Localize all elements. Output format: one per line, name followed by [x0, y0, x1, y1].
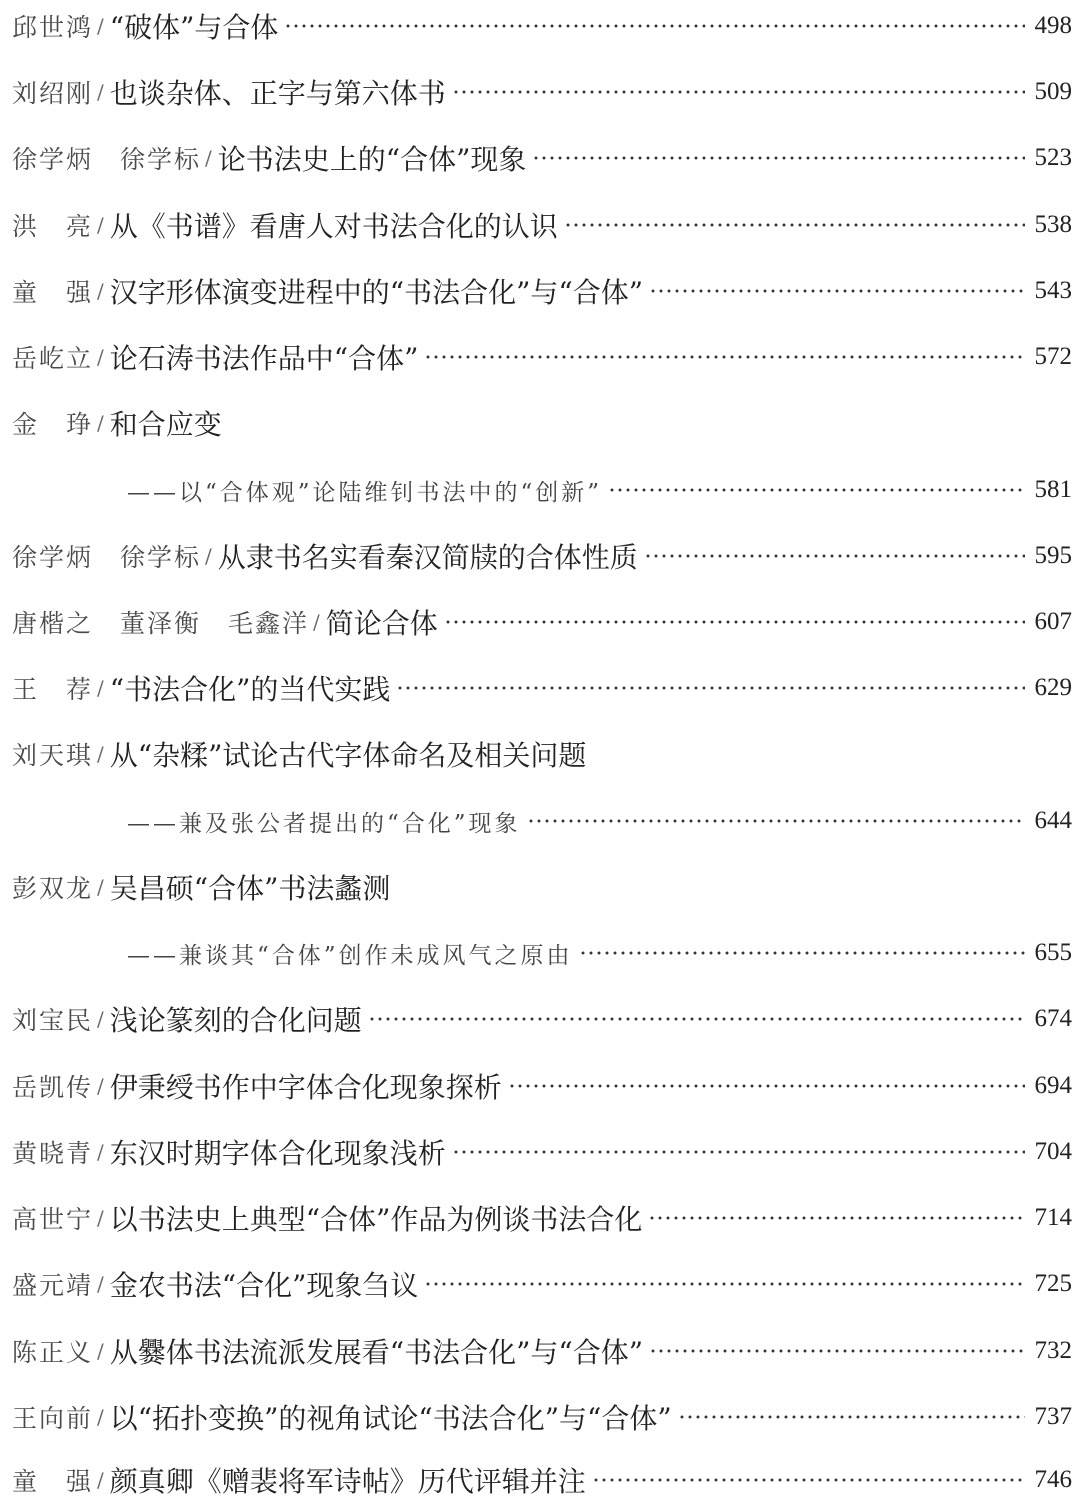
entry-page-number: 694 — [1034, 1072, 1072, 1099]
entry-author: 刘天琪 — [12, 741, 94, 770]
separator-slash: / — [205, 544, 212, 568]
separator-slash: / — [97, 1140, 104, 1164]
entry-author: 童 强 — [12, 1467, 94, 1496]
toc-entry[interactable] — [12, 398, 1072, 448]
dot-leader — [678, 1414, 1025, 1420]
entry-title: “书法合化”的当代实践 — [109, 673, 391, 706]
entry-title: 吴昌硕“合体”书法蠡测 — [109, 872, 391, 905]
toc-subtitle-entry[interactable] — [12, 465, 1072, 515]
entry-title: 金农书法“合化”现象刍议 — [109, 1269, 419, 1302]
dot-leader — [452, 89, 1025, 95]
toc-entry[interactable] — [12, 1127, 1072, 1177]
dot-leader — [608, 487, 1024, 493]
toc-entry[interactable] — [12, 1193, 1072, 1243]
entry-author: 金 琤 — [12, 410, 94, 439]
entry-author: 徐学炳 徐学标 — [12, 543, 202, 572]
entry-author: 王向前 — [12, 1404, 94, 1433]
entry-author: 岳屹立 — [12, 344, 94, 373]
entry-title: 简论合体 — [325, 607, 438, 640]
toc-entry[interactable] — [12, 133, 1072, 183]
dot-leader — [564, 222, 1025, 228]
entry-subtitle: ——兼谈其“合体”创作未成风气之原由 — [127, 942, 573, 969]
entry-page-number: 746 — [1034, 1466, 1072, 1493]
entry-title: “破体”与合体 — [109, 11, 279, 44]
separator-slash: / — [97, 1272, 104, 1296]
dot-leader — [649, 1348, 1024, 1354]
entry-title: 从爨体书法流派发展看“书法合化”与“合体” — [109, 1336, 644, 1369]
dot-leader — [424, 1281, 1024, 1287]
separator-slash: / — [97, 1405, 104, 1429]
toc-entry[interactable] — [12, 1392, 1072, 1442]
separator-slash: / — [97, 14, 104, 38]
entry-author: 黄晓青 — [12, 1139, 94, 1168]
toc-entry[interactable] — [12, 67, 1072, 117]
entry-title: 和合应变 — [109, 408, 222, 441]
entry-author: 刘绍刚 — [12, 79, 94, 108]
dot-leader — [284, 23, 1024, 29]
dot-leader — [579, 950, 1025, 956]
entry-title: 浅论篆刻的合化问题 — [109, 1004, 362, 1037]
entry-title: 从“杂糅”试论古代字体命名及相关问题 — [109, 739, 587, 772]
entry-page-number: 714 — [1034, 1204, 1072, 1231]
dot-leader — [508, 1083, 1025, 1089]
toc-entry[interactable] — [12, 597, 1072, 647]
entry-page-number: 629 — [1034, 674, 1072, 701]
entry-author: 洪 亮 — [12, 212, 94, 241]
toc-subtitle-entry[interactable] — [12, 928, 1072, 978]
separator-slash: / — [97, 1074, 104, 1098]
entry-title: 论石涛书法作品中“合体” — [109, 342, 419, 375]
separator-slash: / — [97, 1468, 104, 1492]
entry-title: 伊秉绶书作中字体合化现象探析 — [109, 1071, 502, 1104]
toc-entry[interactable] — [12, 729, 1072, 779]
entry-title: 东汉时期字体合化现象浅析 — [109, 1137, 446, 1170]
entry-author: 徐学炳 徐学标 — [12, 145, 202, 174]
entry-title: 以“拓扑变换”的视角试论“书法合化”与“合体” — [109, 1402, 672, 1435]
separator-slash: / — [97, 411, 104, 435]
separator-slash: / — [313, 610, 320, 634]
entry-title: 以书法史上典型“合体”作品为例谈书法合化 — [109, 1203, 643, 1236]
dot-leader — [648, 1215, 1024, 1221]
separator-slash: / — [97, 213, 104, 237]
entry-page-number: 595 — [1034, 542, 1072, 569]
entry-author: 王 荐 — [12, 675, 94, 704]
entry-page-number: 538 — [1034, 211, 1072, 238]
toc-entry[interactable] — [12, 862, 1072, 912]
toc-entry[interactable] — [12, 266, 1072, 316]
dot-leader — [644, 553, 1025, 559]
entry-author: 高世宁 — [12, 1205, 94, 1234]
entry-title: 颜真卿《赠裴将军诗帖》历代评辑并注 — [109, 1465, 586, 1498]
separator-slash: / — [97, 1007, 104, 1031]
separator-slash: / — [97, 875, 104, 899]
separator-slash: / — [97, 345, 104, 369]
separator-slash: / — [97, 742, 104, 766]
toc-entry[interactable] — [12, 531, 1072, 581]
entry-title: 论书法史上的“合体”现象 — [217, 143, 527, 176]
entry-author: 唐楷之 董泽衡 毛鑫洋 — [12, 609, 310, 638]
toc-entry[interactable] — [12, 1326, 1072, 1376]
dot-leader — [424, 354, 1024, 360]
entry-author: 彭双龙 — [12, 874, 94, 903]
toc-entry[interactable] — [12, 1, 1072, 51]
separator-slash: / — [97, 1339, 104, 1363]
entry-page-number: 607 — [1034, 608, 1072, 635]
entry-title: 也谈杂体、正字与第六体书 — [109, 77, 446, 110]
toc-entry[interactable] — [12, 332, 1072, 382]
separator-slash: / — [97, 676, 104, 700]
entry-page-number: 644 — [1034, 807, 1072, 834]
separator-slash: / — [97, 80, 104, 104]
toc-subtitle-entry[interactable] — [12, 796, 1072, 846]
toc-entry[interactable] — [12, 1455, 1072, 1505]
separator-slash: / — [97, 1206, 104, 1230]
entry-page-number: 725 — [1034, 1270, 1072, 1297]
entry-page-number: 581 — [1034, 476, 1072, 503]
dot-leader — [396, 685, 1024, 691]
entry-author: 岳凯传 — [12, 1073, 94, 1102]
entry-subtitle: ——兼及张公者提出的“合化”现象 — [127, 810, 521, 837]
entry-author: 刘宝民 — [12, 1006, 94, 1035]
entry-page-number: 572 — [1034, 343, 1072, 370]
entry-page-number: 509 — [1034, 78, 1072, 105]
toc-entry[interactable] — [12, 1259, 1072, 1309]
entry-author: 盛元靖 — [12, 1271, 94, 1300]
entry-page-number: 543 — [1034, 277, 1072, 304]
entry-title: 从《书谱》看唐人对书法合化的认识 — [109, 210, 558, 243]
toc-entry[interactable] — [12, 200, 1072, 250]
dot-leader — [368, 1016, 1025, 1022]
dot-leader — [527, 818, 1025, 824]
dot-leader — [649, 288, 1024, 294]
entry-title: 从隶书名实看秦汉简牍的合体性质 — [217, 541, 638, 574]
separator-slash: / — [205, 146, 212, 170]
toc-entry[interactable] — [12, 994, 1072, 1044]
separator-slash: / — [97, 279, 104, 303]
entry-author: 邱世鸿 — [12, 13, 94, 42]
toc-entry[interactable] — [12, 663, 1072, 713]
entry-page-number: 732 — [1034, 1337, 1072, 1364]
dot-leader — [452, 1149, 1025, 1155]
entry-page-number: 674 — [1034, 1005, 1072, 1032]
entry-page-number: 704 — [1034, 1138, 1072, 1165]
dot-leader — [444, 619, 1025, 625]
entry-subtitle: ——以“合体观”论陆维钊书法中的“创新” — [127, 479, 603, 506]
toc-entry[interactable] — [12, 1061, 1072, 1111]
entry-page-number: 498 — [1034, 12, 1072, 39]
entry-page-number: 655 — [1034, 939, 1072, 966]
dot-leader — [532, 155, 1024, 161]
entry-author: 陈正义 — [12, 1338, 94, 1367]
entry-author: 童 强 — [12, 278, 94, 307]
dot-leader — [592, 1477, 1025, 1483]
entry-title: 汉字形体演变进程中的“书法合化”与“合体” — [109, 276, 644, 309]
entry-page-number: 523 — [1034, 144, 1072, 171]
entry-page-number: 737 — [1034, 1403, 1072, 1430]
